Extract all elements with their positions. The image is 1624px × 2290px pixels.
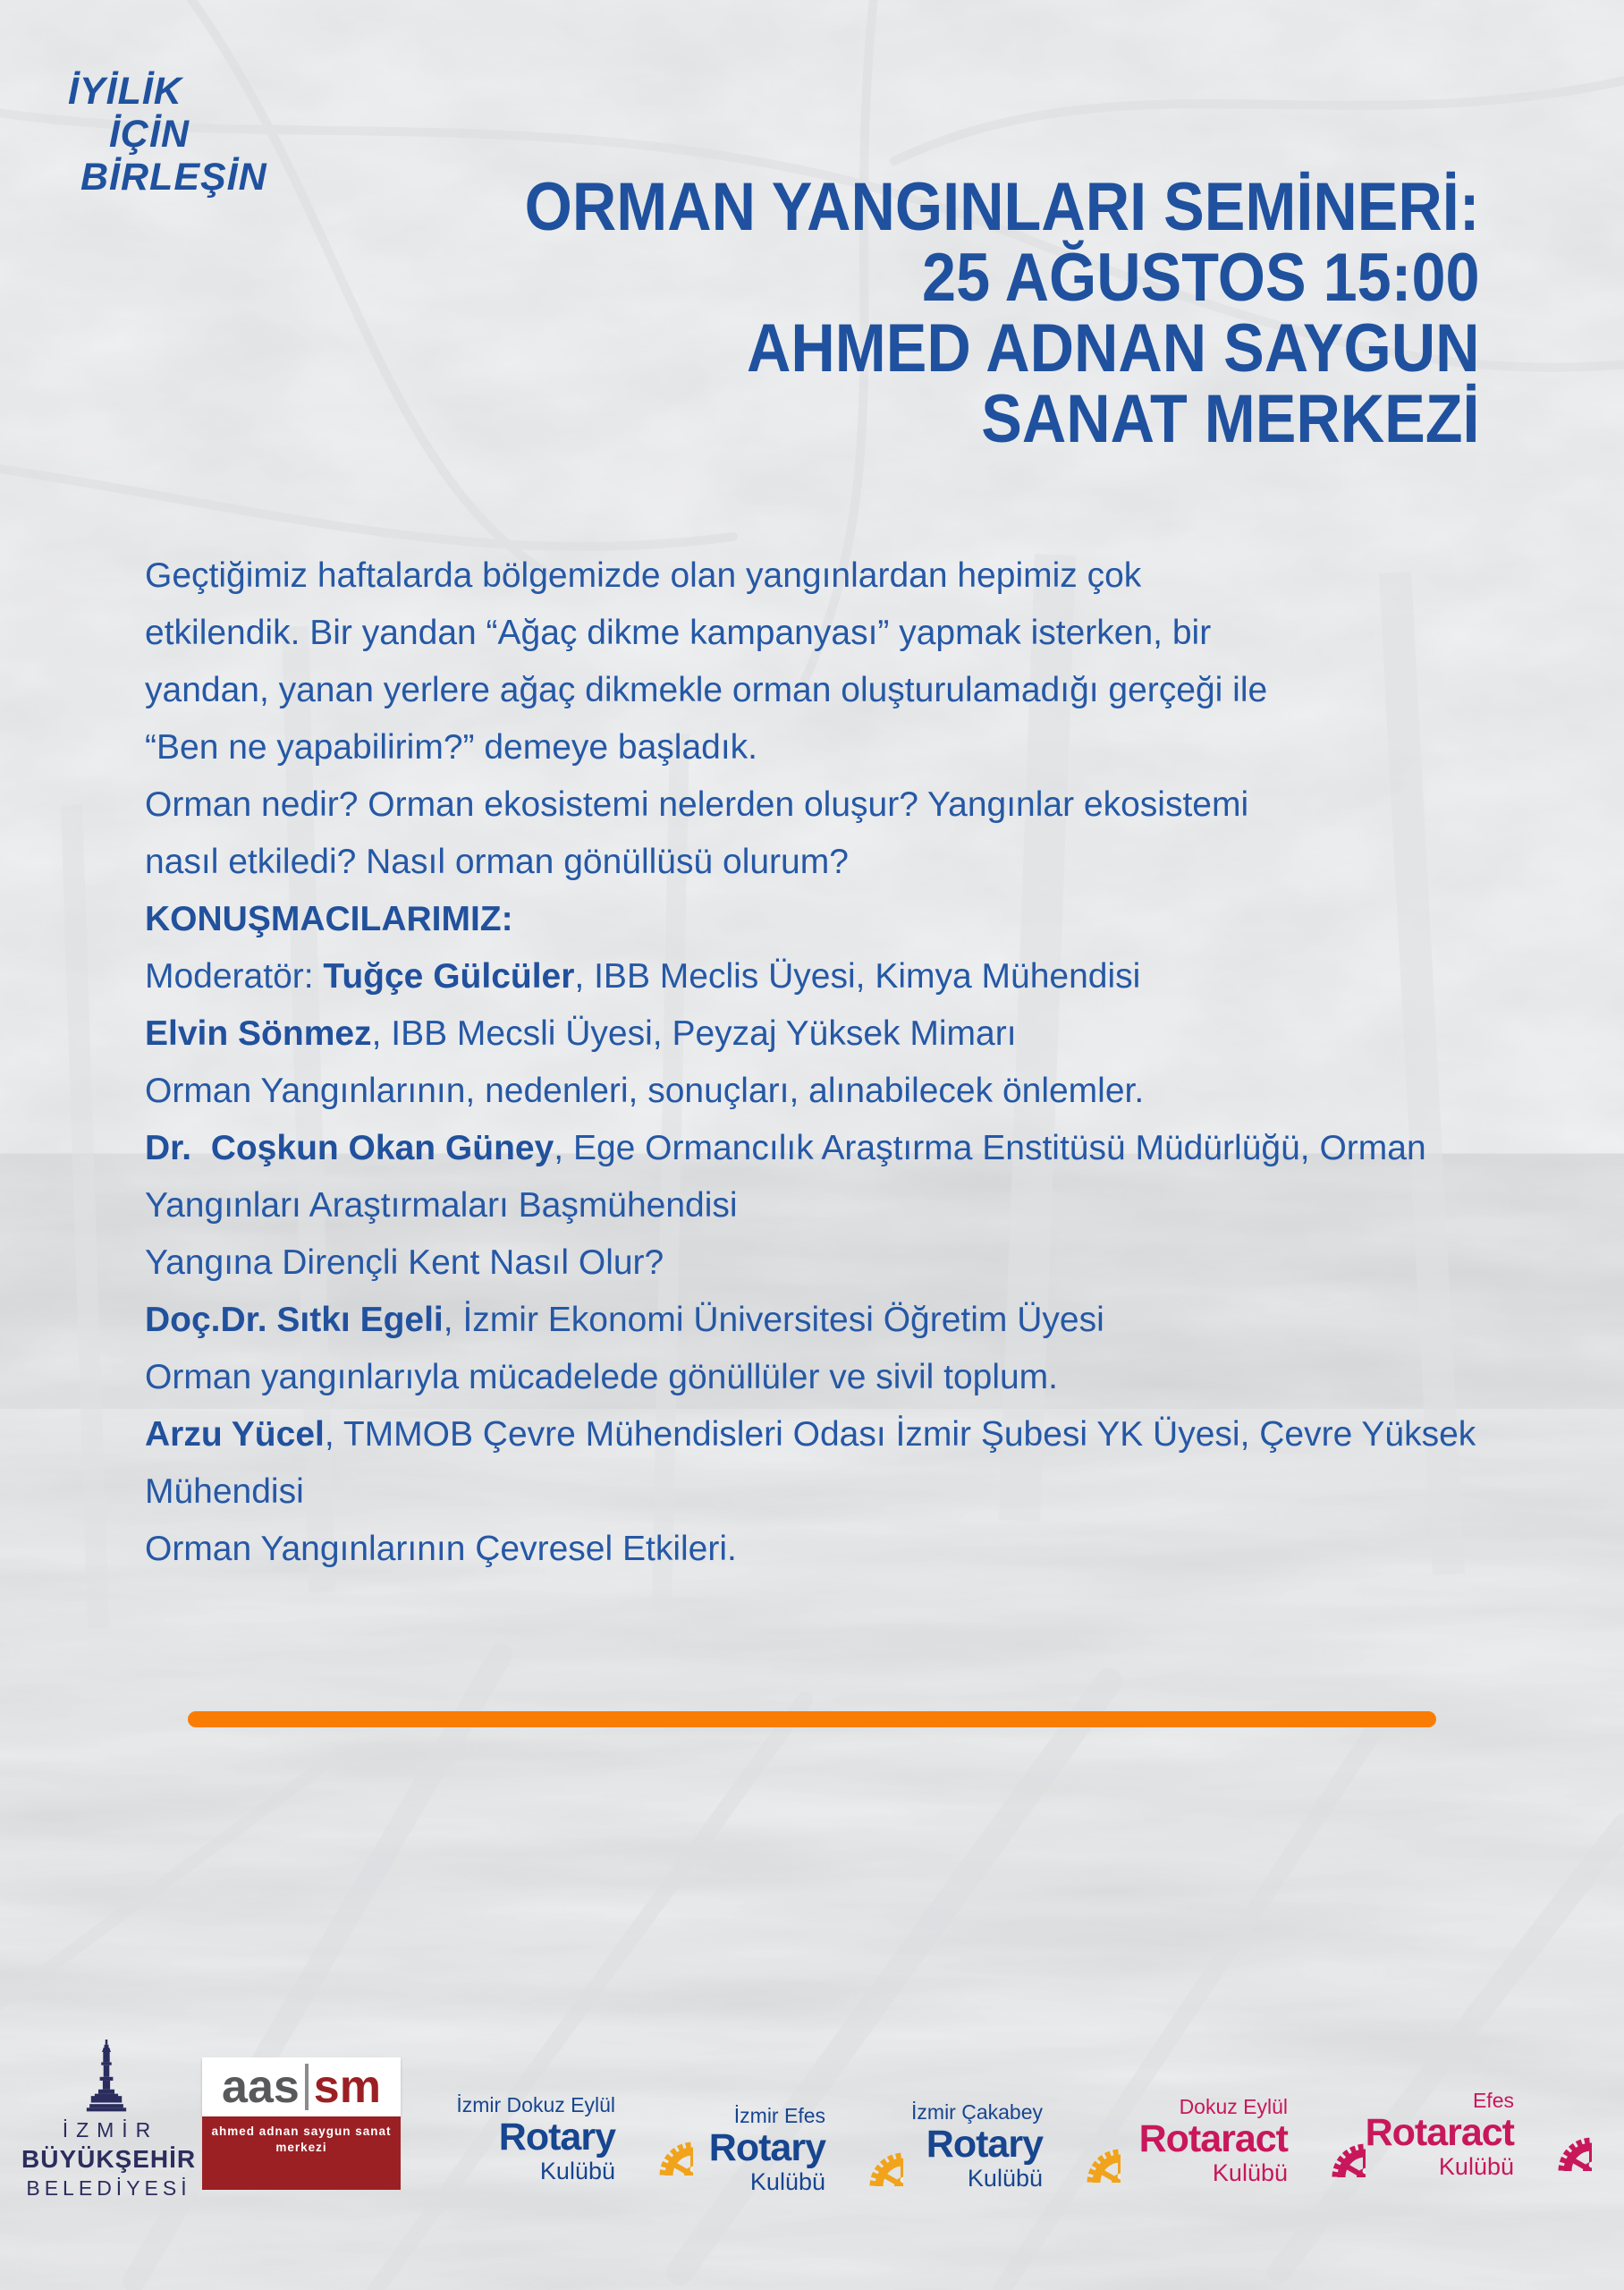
aassm-wordmark (202, 2057, 401, 2116)
orange-divider-line (188, 1711, 1436, 1727)
body-line (145, 662, 1476, 719)
body-text: , TMMOB Çevre Mühendisleri Odası İzmir Şubesi YK Üyesi, Çevre Yüksek (324, 1415, 1476, 1454)
body-text: Orman nedir? Orman ekosistemi nelerden oluşur? Yangınlar ekosistemi (145, 785, 1249, 824)
club-org: Rotary (926, 2123, 1043, 2166)
body-text: , IBB Meclis Üyesi, Kimya Mühendisi (574, 957, 1141, 996)
body-line (145, 891, 1476, 948)
body-text: Yangına Dirençli Kent Nasıl Olur? (145, 1243, 664, 1282)
body-text: , IBB Mecsli Üyesi, Peyzaj Yüksek Mimarı (371, 1014, 1017, 1053)
rotaract-wheel-icon (1520, 2099, 1592, 2171)
body-line (145, 1406, 1476, 1463)
body-text: yandan, yanan yerlere ağaç dikmekle orman oluşturulamadığı gerçeği ile (145, 671, 1268, 709)
body-text-bold: Dr. Coşkun Okan Güney (145, 1129, 554, 1167)
body-text: Moderatör: (145, 957, 324, 996)
seminar-description (145, 547, 1476, 1578)
body-line (145, 834, 1476, 891)
body-text: Orman Yangınlarının Çevresel Etkileri. (145, 1530, 737, 1568)
body-line (145, 547, 1476, 605)
body-text: “Ben ne yapabilirim?” demeye başladık. (145, 728, 758, 767)
body-text-bold: Elvin Sönmez (145, 1014, 372, 1053)
body-text: , İzmir Ekonomi Üniversitesi Öğretim Üyesi (443, 1301, 1104, 1339)
body-text: , Ege Ormancılık Araştırma Enstitüsü Müdürlüğü, Orman (554, 1129, 1426, 1167)
club-text (1139, 2095, 1288, 2187)
title-line: 25 AĞUSTOS 15:00 (922, 240, 1480, 316)
club-org: Rotaract (1138, 2117, 1288, 2160)
rotary-club-logo (843, 2100, 1121, 2192)
aassm-divider-bar (305, 2064, 309, 2110)
club-city: Dokuz Eylül (1179, 2095, 1288, 2118)
club-club: Kulübü (749, 2168, 825, 2195)
body-text: Mühendisi (145, 1472, 304, 1511)
body-line (145, 1005, 1476, 1063)
page-title (419, 169, 1480, 457)
body-line (145, 1063, 1476, 1120)
body-text-bold: Doç.Dr. Sıtkı Egeli (145, 1301, 444, 1339)
body-line (145, 1120, 1476, 1177)
title-line: SANAT MERKEZİ (981, 381, 1480, 457)
body-text-bold: KONUŞMACILARIMIZ: (145, 900, 513, 938)
tagline-line: İYİLİK (68, 70, 182, 113)
club-org: Rotary (708, 2126, 825, 2169)
aassm-subtitle: ahmed adnan saygun sanat merkezi (211, 2125, 392, 2154)
rotaract-club-logo (1315, 2089, 1592, 2181)
club-club: Kulübü (967, 2165, 1043, 2192)
aassm-wordmark-right: sm (313, 2061, 381, 2113)
club-org: Rotary (498, 2116, 615, 2159)
club-text (911, 2100, 1043, 2192)
izmir-buyuksehir-belediyesi-logo (21, 2040, 197, 2201)
club-text (1366, 2089, 1514, 2181)
body-line (145, 605, 1476, 662)
body-line (145, 1521, 1476, 1578)
footer-logos (0, 2040, 1624, 2290)
club-city: İzmir Dokuz Eylül (456, 2093, 615, 2116)
body-text: Geçtiğimiz haftalarda bölgemizde olan yangınlardan hepimiz çok (145, 556, 1142, 595)
club-text (709, 2104, 825, 2196)
clock-tower-icon (79, 2040, 134, 2113)
body-line (145, 1177, 1476, 1234)
body-line (145, 1349, 1476, 1406)
body-line (145, 719, 1476, 776)
club-city: İzmir Çakabey (911, 2100, 1043, 2124)
club-club: Kulübü (1438, 2153, 1514, 2180)
tagline-line: İÇİN (109, 113, 190, 156)
body-line (145, 1234, 1476, 1292)
club-city: İzmir Efes (733, 2104, 825, 2127)
izmir-bb-line2: BÜYÜKŞEHİR (21, 2145, 197, 2173)
aassm-logo (202, 2057, 401, 2190)
body-text: nasıl etkiledi? Nasıl orman gönüllüsü olurum? (145, 843, 849, 881)
body-text: Orman yangınlarıyla mücadelede gönüllüler ve sivil toplum. (145, 1358, 1059, 1396)
body-line (145, 776, 1476, 834)
izmir-bb-line1: İZMİR (62, 2118, 159, 2142)
title-line: ORMAN YANGINLARI SEMİNERİ: (525, 169, 1480, 245)
club-org: Rotaract (1365, 2111, 1514, 2154)
club-city: Efes (1472, 2089, 1514, 2112)
body-text: Orman Yangınlarının, nedenleri, sonuçları, alınabilecek önlemler. (145, 1072, 1145, 1110)
iyilik-icin-birlesin-logo (63, 70, 267, 199)
club-text (456, 2093, 615, 2185)
body-line (145, 1292, 1476, 1349)
body-line (145, 948, 1476, 1005)
aassm-wordmark-left: aas (222, 2061, 300, 2113)
body-text-bold: Tuğçe Gülcüler (323, 957, 575, 996)
club-club: Kulübü (539, 2158, 615, 2184)
aassm-red-box (202, 2116, 401, 2190)
club-club: Kulübü (1212, 2159, 1288, 2186)
body-text: Yangınları Araştırmaları Başmühendisi (145, 1186, 738, 1225)
izmir-bb-line3: BELEDİYESİ (26, 2176, 191, 2200)
body-line (145, 1463, 1476, 1521)
body-text-bold: Arzu Yücel (145, 1415, 325, 1454)
body-text: etkilendik. Bir yandan “Ağaç dikme kampanyası” yapmak isterken, bir (145, 614, 1212, 652)
tagline-line: BİRLEŞİN (80, 156, 267, 199)
title-line: AHMED ADNAN SAYGUN (747, 310, 1480, 386)
